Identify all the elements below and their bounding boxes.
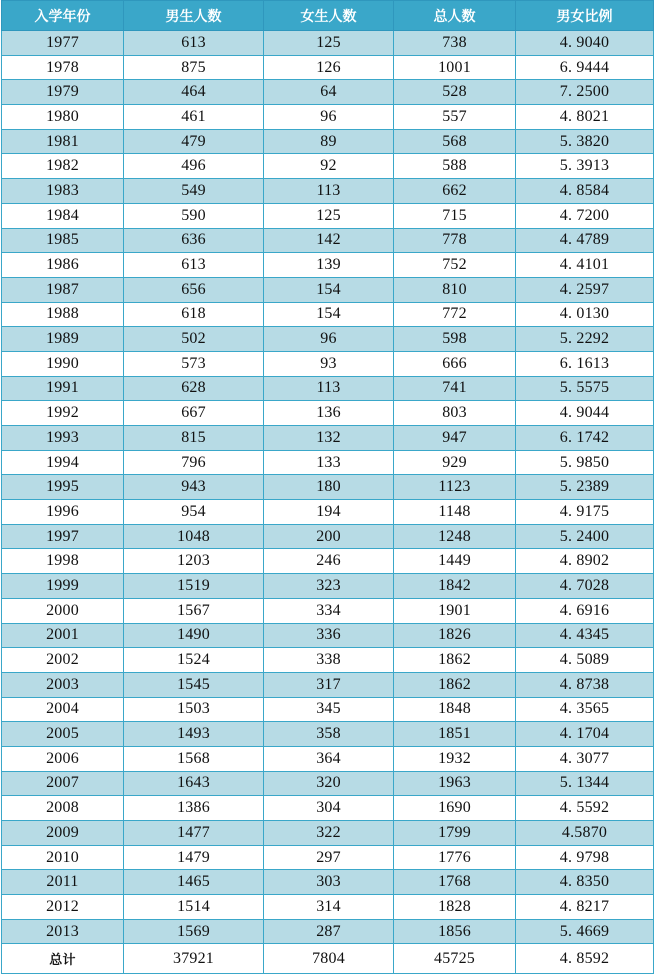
header-year: 入学年份 [2,1,124,31]
male-count-cell: 954 [124,500,264,525]
table-row [2,722,654,747]
female-count-cell: 154 [264,277,394,302]
year-cell: 2009 [2,821,124,846]
year-cell: 1986 [2,253,124,278]
table-row [2,203,654,228]
female-count-cell: 314 [264,895,394,920]
total-count-cell: 803 [394,401,516,426]
male-count-cell: 1643 [124,771,264,796]
table-row [2,524,654,549]
total-count-cell: 598 [394,327,516,352]
ratio-cell: 4.5870 [516,821,654,846]
total-count-cell: 947 [394,426,516,451]
table-row [2,129,654,154]
table-row [2,500,654,525]
female-count-cell: 113 [264,179,394,204]
total-count-cell: 1799 [394,821,516,846]
ratio-cell: 4. 7200 [516,203,654,228]
table-row [2,623,654,648]
female-count-cell: 139 [264,253,394,278]
female-count-cell: 180 [264,475,394,500]
table-row [2,549,654,574]
male-count-cell: 1048 [124,524,264,549]
male-count-cell: 1465 [124,870,264,895]
total-row [2,944,654,974]
ratio-cell: 4. 9798 [516,845,654,870]
table-row [2,80,654,105]
year-cell: 1982 [2,154,124,179]
total-count-cell: 1901 [394,598,516,623]
table-row [2,55,654,80]
year-cell: 1989 [2,327,124,352]
female-count-cell: 287 [264,919,394,944]
year-cell: 1985 [2,228,124,253]
male-count-cell: 796 [124,450,264,475]
male-count-cell: 573 [124,351,264,376]
ratio-cell: 5. 3913 [516,154,654,179]
table-row [2,450,654,475]
year-cell: 2012 [2,895,124,920]
male-count-cell: 1493 [124,722,264,747]
male-count-cell: 613 [124,253,264,278]
total-count-cell: 929 [394,450,516,475]
table-row [2,154,654,179]
ratio-cell: 5. 4669 [516,919,654,944]
year-cell: 1979 [2,80,124,105]
ratio-cell: 4. 8021 [516,105,654,130]
year-cell: 1977 [2,31,124,56]
ratio-cell: 5. 1344 [516,771,654,796]
female-count-cell: 113 [264,376,394,401]
female-count-cell: 320 [264,771,394,796]
total-count-cell: 662 [394,179,516,204]
female-count-cell: 297 [264,845,394,870]
female-count-cell: 96 [264,105,394,130]
header-ratio: 男女比例 [516,1,654,31]
total-count-cell: 741 [394,376,516,401]
table-row [2,746,654,771]
total-count-cell: 772 [394,302,516,327]
total-count-cell: 1862 [394,672,516,697]
female-count-cell: 323 [264,574,394,599]
year-cell: 2007 [2,771,124,796]
total-count: 45725 [394,944,516,974]
female-count-cell: 303 [264,870,394,895]
table-header [2,1,654,31]
table-row [2,771,654,796]
table-row [2,228,654,253]
table-row [2,302,654,327]
female-count-cell: 194 [264,500,394,525]
female-count-cell: 126 [264,55,394,80]
female-count-cell: 304 [264,796,394,821]
male-count-cell: 1503 [124,697,264,722]
ratio-cell: 4. 2597 [516,277,654,302]
year-cell: 1978 [2,55,124,80]
total-count-cell: 1148 [394,500,516,525]
total-count-cell: 1851 [394,722,516,747]
ratio-cell: 4. 5089 [516,648,654,673]
female-count-cell: 89 [264,129,394,154]
enrollment-table [1,0,654,974]
total-count-cell: 528 [394,80,516,105]
table-row [2,672,654,697]
year-cell: 2005 [2,722,124,747]
year-cell: 1983 [2,179,124,204]
male-count-cell: 590 [124,203,264,228]
total-count-cell: 715 [394,203,516,228]
male-count-cell: 1490 [124,623,264,648]
table-row [2,475,654,500]
male-count-cell: 496 [124,154,264,179]
total-count-cell: 1248 [394,524,516,549]
table-row [2,327,654,352]
total-count-cell: 1856 [394,919,516,944]
total-count-cell: 1690 [394,796,516,821]
male-count-cell: 502 [124,327,264,352]
ratio-cell: 4. 3077 [516,746,654,771]
ratio-cell: 4. 0130 [516,302,654,327]
ratio-cell: 5. 2292 [516,327,654,352]
female-count-cell: 96 [264,327,394,352]
ratio-cell: 4. 8217 [516,895,654,920]
year-cell: 2006 [2,746,124,771]
year-cell: 2000 [2,598,124,623]
ratio-cell: 5. 2400 [516,524,654,549]
female-count-cell: 125 [264,203,394,228]
table-row [2,253,654,278]
table-row [2,179,654,204]
ratio-cell: 6. 1742 [516,426,654,451]
male-count-cell: 875 [124,55,264,80]
ratio-cell: 6. 1613 [516,351,654,376]
total-ratio: 4. 8592 [516,944,654,974]
ratio-cell: 4. 9175 [516,500,654,525]
ratio-cell: 4. 9040 [516,31,654,56]
male-count-cell: 461 [124,105,264,130]
female-count-cell: 322 [264,821,394,846]
total-count-cell: 778 [394,228,516,253]
female-count-cell: 345 [264,697,394,722]
total-count-cell: 666 [394,351,516,376]
female-count-cell: 334 [264,598,394,623]
total-count-cell: 752 [394,253,516,278]
table-row [2,697,654,722]
table-row [2,574,654,599]
male-count-cell: 618 [124,302,264,327]
ratio-cell: 4. 4345 [516,623,654,648]
table-row [2,870,654,895]
female-count-cell: 64 [264,80,394,105]
female-count-cell: 132 [264,426,394,451]
female-count-cell: 93 [264,351,394,376]
ratio-cell: 4. 5592 [516,796,654,821]
total-count-cell: 1862 [394,648,516,673]
table-row [2,426,654,451]
total-male-count: 37921 [124,944,264,974]
male-count-cell: 1567 [124,598,264,623]
year-cell: 1991 [2,376,124,401]
male-count-cell: 1386 [124,796,264,821]
year-cell: 1980 [2,105,124,130]
female-count-cell: 364 [264,746,394,771]
ratio-cell: 5. 5575 [516,376,654,401]
year-cell: 1996 [2,500,124,525]
male-count-cell: 1569 [124,919,264,944]
male-count-cell: 613 [124,31,264,56]
table-row [2,401,654,426]
male-count-cell: 1545 [124,672,264,697]
ratio-cell: 4. 1704 [516,722,654,747]
ratio-cell: 4. 7028 [516,574,654,599]
table-row [2,648,654,673]
male-count-cell: 1568 [124,746,264,771]
header-total-count: 总人数 [394,1,516,31]
total-count-cell: 1963 [394,771,516,796]
total-count-cell: 738 [394,31,516,56]
year-cell: 1998 [2,549,124,574]
table-row [2,796,654,821]
male-count-cell: 815 [124,426,264,451]
female-count-cell: 200 [264,524,394,549]
male-count-cell: 636 [124,228,264,253]
year-cell: 1988 [2,302,124,327]
table-row [2,895,654,920]
year-cell: 1990 [2,351,124,376]
male-count-cell: 1519 [124,574,264,599]
table-row [2,821,654,846]
male-count-cell: 667 [124,401,264,426]
total-count-cell: 1826 [394,623,516,648]
female-count-cell: 338 [264,648,394,673]
total-count-cell: 568 [394,129,516,154]
total-count-cell: 1842 [394,574,516,599]
female-count-cell: 154 [264,302,394,327]
male-count-cell: 549 [124,179,264,204]
female-count-cell: 133 [264,450,394,475]
total-label: 总计 [2,944,124,974]
male-count-cell: 656 [124,277,264,302]
year-cell: 1997 [2,524,124,549]
female-count-cell: 317 [264,672,394,697]
header-male-count: 男生人数 [124,1,264,31]
header-female-count: 女生人数 [264,1,394,31]
female-count-cell: 336 [264,623,394,648]
total-count-cell: 1768 [394,870,516,895]
total-count-cell: 1449 [394,549,516,574]
female-count-cell: 358 [264,722,394,747]
total-count-cell: 588 [394,154,516,179]
ratio-cell: 4. 9044 [516,401,654,426]
year-cell: 1993 [2,426,124,451]
table-row [2,845,654,870]
year-cell: 2008 [2,796,124,821]
male-count-cell: 943 [124,475,264,500]
ratio-cell: 4. 8902 [516,549,654,574]
table-body [2,31,654,974]
male-count-cell: 1203 [124,549,264,574]
female-count-cell: 142 [264,228,394,253]
ratio-cell: 5. 3820 [516,129,654,154]
total-count-cell: 1932 [394,746,516,771]
table-row [2,351,654,376]
ratio-cell: 7. 2500 [516,80,654,105]
year-cell: 1992 [2,401,124,426]
ratio-cell: 4. 8584 [516,179,654,204]
ratio-cell: 5. 9850 [516,450,654,475]
male-count-cell: 1477 [124,821,264,846]
total-count-cell: 1776 [394,845,516,870]
male-count-cell: 479 [124,129,264,154]
ratio-cell: 4. 3565 [516,697,654,722]
ratio-cell: 4. 8350 [516,870,654,895]
year-cell: 1994 [2,450,124,475]
total-female-count: 7804 [264,944,394,974]
table-row [2,376,654,401]
year-cell: 2001 [2,623,124,648]
male-count-cell: 1524 [124,648,264,673]
year-cell: 2011 [2,870,124,895]
year-cell: 1984 [2,203,124,228]
total-count-cell: 1001 [394,55,516,80]
ratio-cell: 4. 4101 [516,253,654,278]
female-count-cell: 92 [264,154,394,179]
male-count-cell: 1514 [124,895,264,920]
total-count-cell: 557 [394,105,516,130]
year-cell: 1987 [2,277,124,302]
year-cell: 1981 [2,129,124,154]
male-count-cell: 464 [124,80,264,105]
header-row [2,1,654,31]
year-cell: 1999 [2,574,124,599]
table-row [2,105,654,130]
ratio-cell: 6. 9444 [516,55,654,80]
year-cell: 2013 [2,919,124,944]
total-count-cell: 810 [394,277,516,302]
total-count-cell: 1828 [394,895,516,920]
female-count-cell: 136 [264,401,394,426]
total-count-cell: 1848 [394,697,516,722]
year-cell: 2002 [2,648,124,673]
ratio-cell: 4. 8738 [516,672,654,697]
table-row [2,919,654,944]
female-count-cell: 246 [264,549,394,574]
year-cell: 2003 [2,672,124,697]
ratio-cell: 5. 2389 [516,475,654,500]
male-count-cell: 628 [124,376,264,401]
female-count-cell: 125 [264,31,394,56]
male-count-cell: 1479 [124,845,264,870]
year-cell: 2004 [2,697,124,722]
ratio-cell: 4. 6916 [516,598,654,623]
year-cell: 1995 [2,475,124,500]
total-count-cell: 1123 [394,475,516,500]
table-row [2,31,654,56]
table-row [2,277,654,302]
table-row [2,598,654,623]
ratio-cell: 4. 4789 [516,228,654,253]
year-cell: 2010 [2,845,124,870]
